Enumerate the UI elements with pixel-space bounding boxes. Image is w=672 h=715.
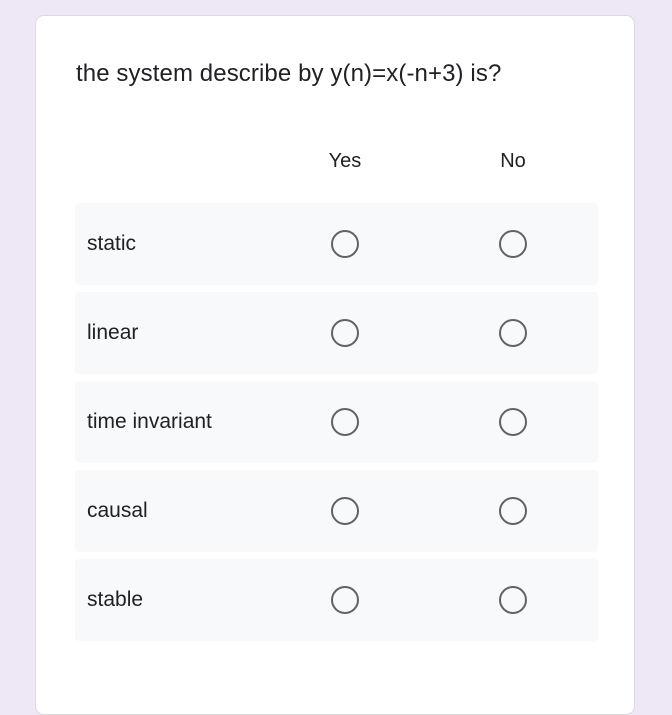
row-label: causal [87,499,148,522]
radio-stable-no[interactable] [499,586,527,614]
grid-row-stable [75,559,598,641]
column-header-no: No [500,150,526,172]
row-label: static [87,232,137,255]
radio-causal-no[interactable] [499,497,527,525]
row-label: linear [87,321,139,344]
grid-row-causal [75,470,598,552]
row-label: time invariant [87,410,212,433]
question-card [35,15,635,715]
radio-stable-yes[interactable] [331,586,359,614]
radio-time-invariant-yes[interactable] [331,408,359,436]
radio-time-invariant-no[interactable] [499,408,527,436]
column-header-yes: Yes [328,150,362,172]
grid-row-time-invariant [75,381,598,463]
choice-grid [75,203,598,648]
grid-row-static [75,203,598,285]
radio-linear-no[interactable] [499,319,527,347]
question-title: the system describe by y(n)=x(-n+3) is? [76,60,502,87]
radio-static-no[interactable] [499,230,527,258]
grid-row-linear [75,292,598,374]
row-label: stable [87,588,144,611]
radio-causal-yes[interactable] [331,497,359,525]
radio-static-yes[interactable] [331,230,359,258]
radio-linear-yes[interactable] [331,319,359,347]
